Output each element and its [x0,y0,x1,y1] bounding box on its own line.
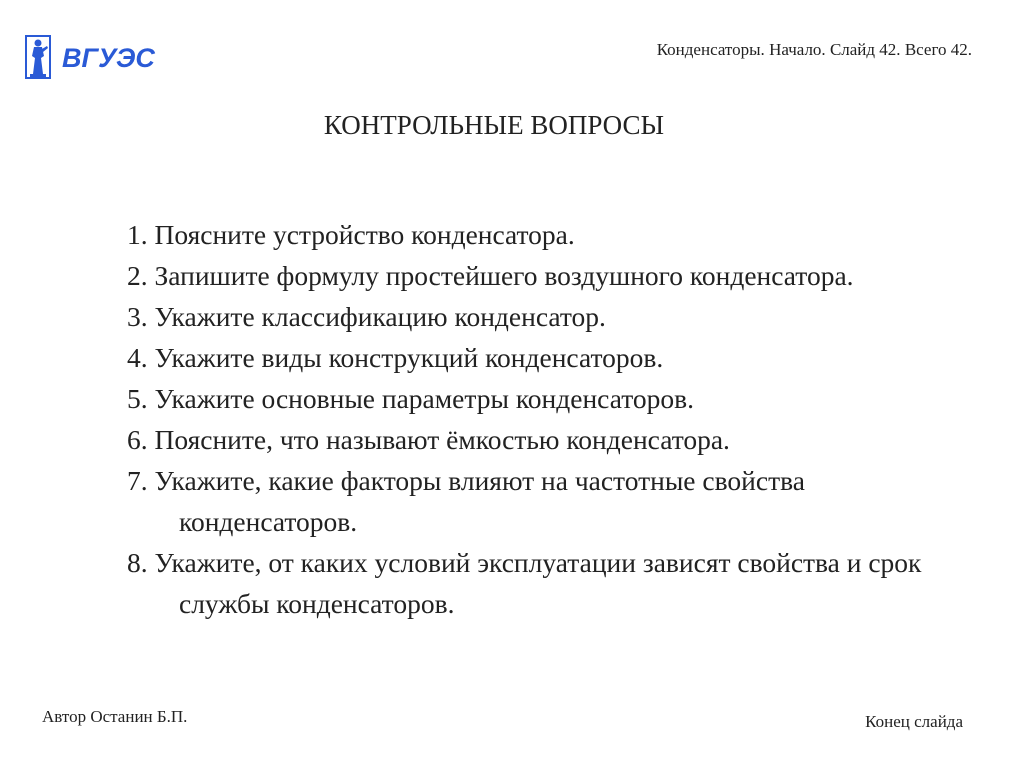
slide-navigation-header [657,40,972,60]
slide-number: Слайд 42. [829,40,901,59]
question-item: 7. Укажите, какие факторы влияют на частотные свойства конденсаторов. [127,465,805,537]
university-logo [24,34,155,82]
question-item: 3. Укажите классификацию конденсатор. [127,301,606,332]
end-slide-link[interactable]: Конец слайда [865,712,963,731]
question-item: 6. Поясните, что называют ёмкостью конденсатора. [127,424,730,455]
questions-list [127,214,927,624]
total-slides: Всего 42. [904,40,972,59]
statue-emblem-icon [24,34,58,82]
question-item: 1. Поясните устройство конденсатора. [127,219,575,250]
question-item: 4. Укажите виды конструкций конденсаторов. [127,342,664,373]
topic-label: Конденсаторы. [656,40,765,59]
author-credit: Автор Останин Б.П. [42,707,188,726]
question-item: 2. Запишите формулу простейшего воздушного конденсатора. [127,260,854,291]
page-title: КОНТРОЛЬНЫЕ ВОПРОСЫ [323,110,665,140]
question-item: 5. Укажите основные параметры конденсаторов. [127,383,694,414]
start-link[interactable]: Начало. [769,40,826,59]
question-item: 8. Укажите, от каких условий эксплуатации зависят свойства и срок службы конденсаторов. [127,547,922,619]
logo-text: ВГУЭС [62,43,155,73]
